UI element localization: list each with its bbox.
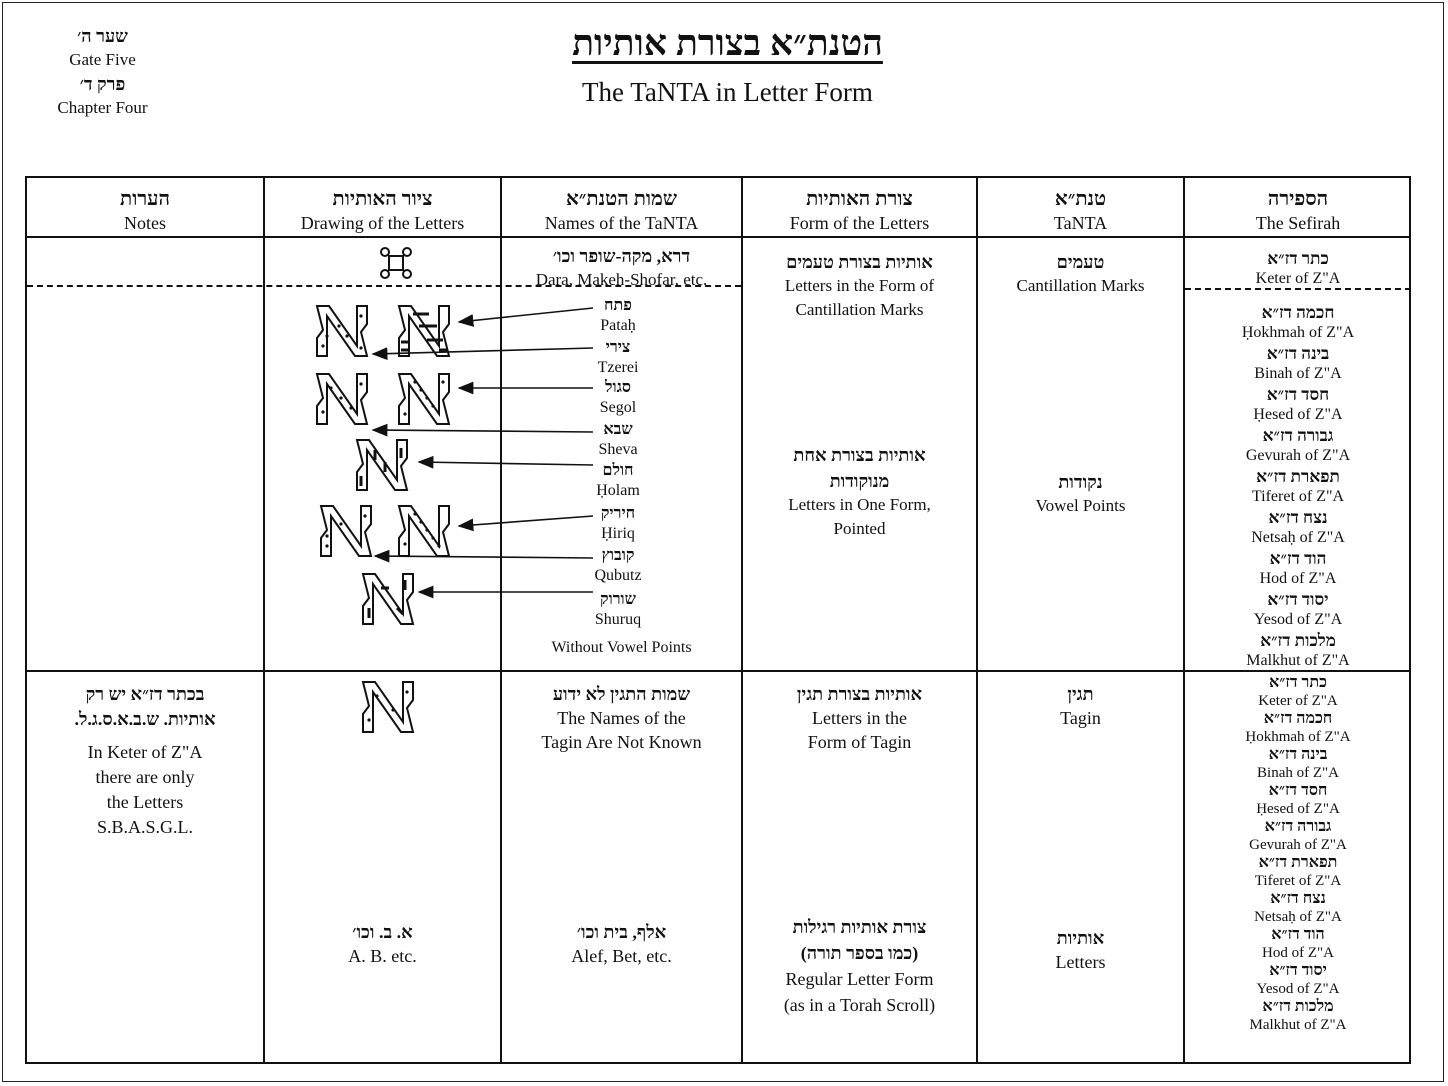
sefirah-en: Ḥokhmah of Z"A (1241, 324, 1355, 341)
alef-shuruq-icon (363, 574, 413, 624)
sefirah-item (1185, 507, 1411, 548)
sefirah-item (1185, 630, 1411, 671)
otiyot-form-he: צורת אותיות רגילות (792, 917, 927, 937)
nekudot-form-en: Pointed (833, 519, 886, 538)
sefirah-item (1185, 589, 1411, 630)
vowel-he: צירי (605, 339, 631, 356)
header-tanta (978, 186, 1183, 234)
otiyot-form-en: Regular Letter Form (785, 969, 934, 989)
header-he: שמות הטנת״א (565, 188, 678, 210)
otiyot-names-en: Alef, Bet, etc. (571, 946, 672, 966)
sefirah-en: Netsaḥ of Z"A (1251, 529, 1345, 546)
taamim-tanta-en: Cantillation Marks (1016, 276, 1145, 295)
tagin-form-he: אותיות בצורת תגין (796, 684, 923, 704)
tagin-sefirot-list (1185, 674, 1411, 1034)
chapter-en: Chapter Four (57, 98, 148, 117)
otiyot-tanta-he: אותיות (1056, 928, 1105, 948)
taamim-names-he: דרא, מקה-שופר וכו׳ (552, 246, 691, 266)
notes-en: In Keter of Z"A (87, 742, 203, 762)
header-he: טנת״א (1054, 188, 1107, 210)
tagin-names-he: שמות התגין לא ידוע (552, 684, 691, 704)
sefirah-he: תפארת דז״א (1258, 854, 1338, 871)
nekudot-sefirot-list (1185, 302, 1411, 671)
cantillation-symbol-icon (381, 248, 411, 278)
nekudot-form (743, 443, 976, 541)
nekudot-form-en: Letters in One Form, (788, 495, 931, 514)
arrow-sheva (373, 430, 593, 432)
vowel-en: Qubutz (594, 567, 642, 584)
header-en: Notes (124, 213, 166, 233)
header-he: ציור האותיות (332, 188, 433, 210)
vowel-en: Segol (599, 399, 637, 416)
vowel-he: קובוץ (601, 547, 635, 564)
notes-en: there are only (95, 767, 195, 787)
otiyot-tanta-en: Letters (1055, 952, 1106, 972)
tagin-notes (27, 682, 263, 840)
notes-he: אותיות. ש.ב.א.ס.ג.ל. (74, 709, 216, 729)
otiyot-tanta (978, 926, 1183, 974)
vowel-en: Sheva (598, 441, 638, 458)
sefirah-he: יסוד דז״א (1269, 962, 1327, 979)
nekudot-tanta-he: נקודות (1058, 472, 1103, 492)
sefirah-he: תפארת דז״א (1256, 467, 1340, 486)
arrow-qubutz (375, 556, 593, 558)
sefirah-item (1185, 818, 1411, 854)
nekudot-tanta-en: Vowel Points (1035, 496, 1126, 515)
sefirah-item (1185, 466, 1411, 507)
sefirah-he: מלכות דז״א (1260, 631, 1336, 650)
sefirah-he: יסוד דז״א (1267, 590, 1329, 609)
sefirah-en: Malkhut of Z"A (1246, 652, 1350, 669)
sefirah-en: Keter of Z"A (1258, 693, 1338, 709)
header-form (743, 186, 976, 234)
notes-en: S.B.A.S.G.L. (96, 817, 194, 837)
arrow-patah (459, 308, 593, 322)
notes-he: בכתר דז״א יש רק (85, 684, 205, 704)
sefirah-he: חכמה דז״א (1263, 710, 1333, 727)
sefirah-en: Hod of Z"A (1262, 945, 1334, 961)
sefirah-en: Tiferet of Z"A (1254, 873, 1342, 889)
header-en: Form of the Letters (789, 213, 930, 233)
nekudot-form-he: אותיות בצורת אחת (793, 445, 926, 465)
header-en: Names of the TaNTA (544, 213, 699, 233)
alef-holam-icon (357, 440, 407, 490)
tagin-tanta-en: Tagin (1060, 708, 1101, 728)
sefirah-en: Yesod of Z"A (1256, 981, 1340, 997)
sefirah-item (1185, 962, 1411, 998)
tagin-names-en: The Names of the (557, 708, 686, 728)
header-he: הערות (120, 188, 170, 210)
gate-en: Gate Five (69, 50, 136, 69)
alef-tagin-icon (363, 682, 413, 732)
sefirah-en: Binah of Z"A (1254, 365, 1342, 382)
sefirah-en: Tiferet of Z"A (1251, 488, 1345, 505)
sefirah-he: חכמה דז״א (1261, 303, 1335, 322)
sefirah-item (1185, 998, 1411, 1034)
sefirah-he: כתר דז״א (1267, 249, 1329, 268)
sefirah-item (1185, 302, 1411, 343)
alef-qubutz-icon (321, 506, 371, 556)
sefirah-he: גבורה דז״א (1264, 818, 1332, 835)
sefirah-item (1185, 890, 1411, 926)
taamim-sefirah (1185, 248, 1411, 289)
sefirah-he: כתר דז״א (1269, 674, 1327, 691)
sefirah-en: Netsaḥ of Z"A (1254, 909, 1342, 925)
header-en: The Sefirah (1255, 213, 1341, 233)
sefirah-item (1185, 425, 1411, 466)
nekudot-tanta (978, 470, 1183, 518)
alef-patah-icon (399, 306, 449, 356)
vowel-he: שבא (603, 421, 633, 438)
sefirah-item (1185, 854, 1411, 890)
header-sefirah (1185, 186, 1411, 234)
gate-he: שער ה׳ (77, 26, 128, 46)
vowel-en: Shuruq (594, 611, 642, 628)
arrow-holam (419, 462, 593, 465)
otiyot-names-he: אלף, בית וכו׳ (576, 922, 667, 942)
taamim-form-en: Cantillation Marks (795, 300, 924, 319)
vowel-he: סגול (605, 379, 631, 396)
notes-en: the Letters (106, 792, 184, 812)
sefirah-he: גבורה דז״א (1262, 426, 1334, 445)
taamim-form-he: אותיות בצורת טעמים (786, 252, 933, 272)
sefirah-en: Binah of Z"A (1257, 765, 1339, 781)
alef-segol-icon (399, 374, 449, 424)
taamim-tanta (978, 250, 1183, 298)
header-notes (27, 186, 263, 234)
alef-segol-icon (317, 374, 367, 424)
arrow-hiriq (459, 516, 593, 526)
letter-drawings (263, 238, 623, 738)
vowel-he: חיריק (600, 505, 636, 522)
sefirah-item (1185, 746, 1411, 782)
page-title (450, 20, 1005, 112)
tanta-table (25, 176, 1411, 1064)
header-he: הספירה (1267, 188, 1329, 210)
vowel-en: Ḥiriq (601, 525, 635, 542)
tagin-tanta-he: תגין (1067, 684, 1094, 704)
otiyot-drawing (265, 920, 500, 968)
sefirah-en: Malkhut of Z"A (1249, 1017, 1347, 1033)
otiyot-form-en: (as in a Torah Scroll) (783, 995, 936, 1015)
sefirah-he: חסד דז״א (1266, 385, 1330, 404)
header-en: TaNTA (1053, 213, 1108, 233)
sefirah-he: בינה דז״א (1268, 746, 1328, 763)
header-he: צורת האותיות (806, 188, 913, 210)
alef-tzerei-icon (317, 306, 367, 356)
sefirah-he: חסד דז״א (1268, 782, 1328, 799)
alef-hiriq-icon (399, 506, 449, 556)
sefirah-en: Hod of Z"A (1259, 570, 1337, 587)
otiyot-drawing-en: A. B. etc. (348, 946, 417, 966)
taamim-form (743, 250, 976, 322)
sefirah-item (1185, 548, 1411, 589)
tagin-form-en: Letters in the (812, 708, 907, 728)
sefirah-en: Gevurah of Z"A (1249, 837, 1347, 853)
sefirah-en: Ḥokhmah of Z"A (1245, 729, 1351, 745)
header-en: Drawing of the Letters (300, 213, 465, 233)
without-vowel-points: Without Vowel Points (551, 639, 692, 656)
gate-chapter-label (30, 24, 175, 120)
header-names (502, 186, 741, 234)
vowel-he: פתח (604, 297, 632, 314)
sefirah-item (1185, 384, 1411, 425)
sefirah-item (1185, 674, 1411, 710)
vowel-he: שורוק (600, 591, 636, 608)
otiyot-drawing-he: א. ב. וכו׳ (352, 922, 413, 942)
chapter-he: פרק ד׳ (79, 74, 126, 94)
sefirah-en: Keter of Z"A (1255, 270, 1341, 287)
header-divider (27, 236, 1409, 238)
title-he: הטנת״א בצורת אותיות (572, 23, 883, 63)
sefirah-item (1185, 710, 1411, 746)
sefirah-en: Ḥesed of Z"A (1256, 801, 1340, 817)
vowel-he: חולם (602, 462, 634, 479)
sefirah-item (1185, 926, 1411, 962)
sefirah-en: Gevurah of Z"A (1245, 447, 1351, 464)
taamim-names-en: Dara, Makeh-Shofar, etc. (535, 270, 708, 289)
vowel-en: Tzerei (597, 359, 639, 376)
sefirah-en: Yesod of Z"A (1253, 611, 1343, 628)
vowel-en: Pataḥ (600, 317, 636, 334)
tagin-names-en: Tagin Are Not Known (541, 732, 702, 752)
tagin-form (743, 682, 976, 754)
otiyot-names (502, 920, 741, 968)
tagin-form-en: Form of Tagin (807, 732, 912, 752)
otiyot-form (743, 914, 976, 1018)
taamim-tanta-he: טעמים (1056, 252, 1105, 272)
title-en: The TaNTA in Letter Form (582, 77, 873, 107)
tagin-tanta (978, 682, 1183, 730)
sefirah-he: בינה דז״א (1266, 344, 1330, 363)
nekudot-form-he: מנוקודות (829, 471, 890, 491)
sefirah-item (1185, 782, 1411, 818)
sefirah-item (1185, 343, 1411, 384)
sefirah-he: מלכות דז״א (1262, 998, 1334, 1015)
sefirah-en: Ḥesed of Z"A (1253, 406, 1343, 423)
otiyot-form-he: (כמו בספר תורה) (800, 943, 919, 963)
sefirah-he: הוד דז״א (1271, 926, 1325, 943)
vowel-en: Ḥolam (596, 482, 640, 499)
sefirah-he: נצח דז״א (1268, 508, 1328, 527)
sefirah-he: הוד דז״א (1269, 549, 1327, 568)
taamim-form-en: Letters in the Form of (784, 276, 935, 295)
sefirah-he: נצח דז״א (1270, 890, 1326, 907)
header-drawing (265, 186, 500, 234)
